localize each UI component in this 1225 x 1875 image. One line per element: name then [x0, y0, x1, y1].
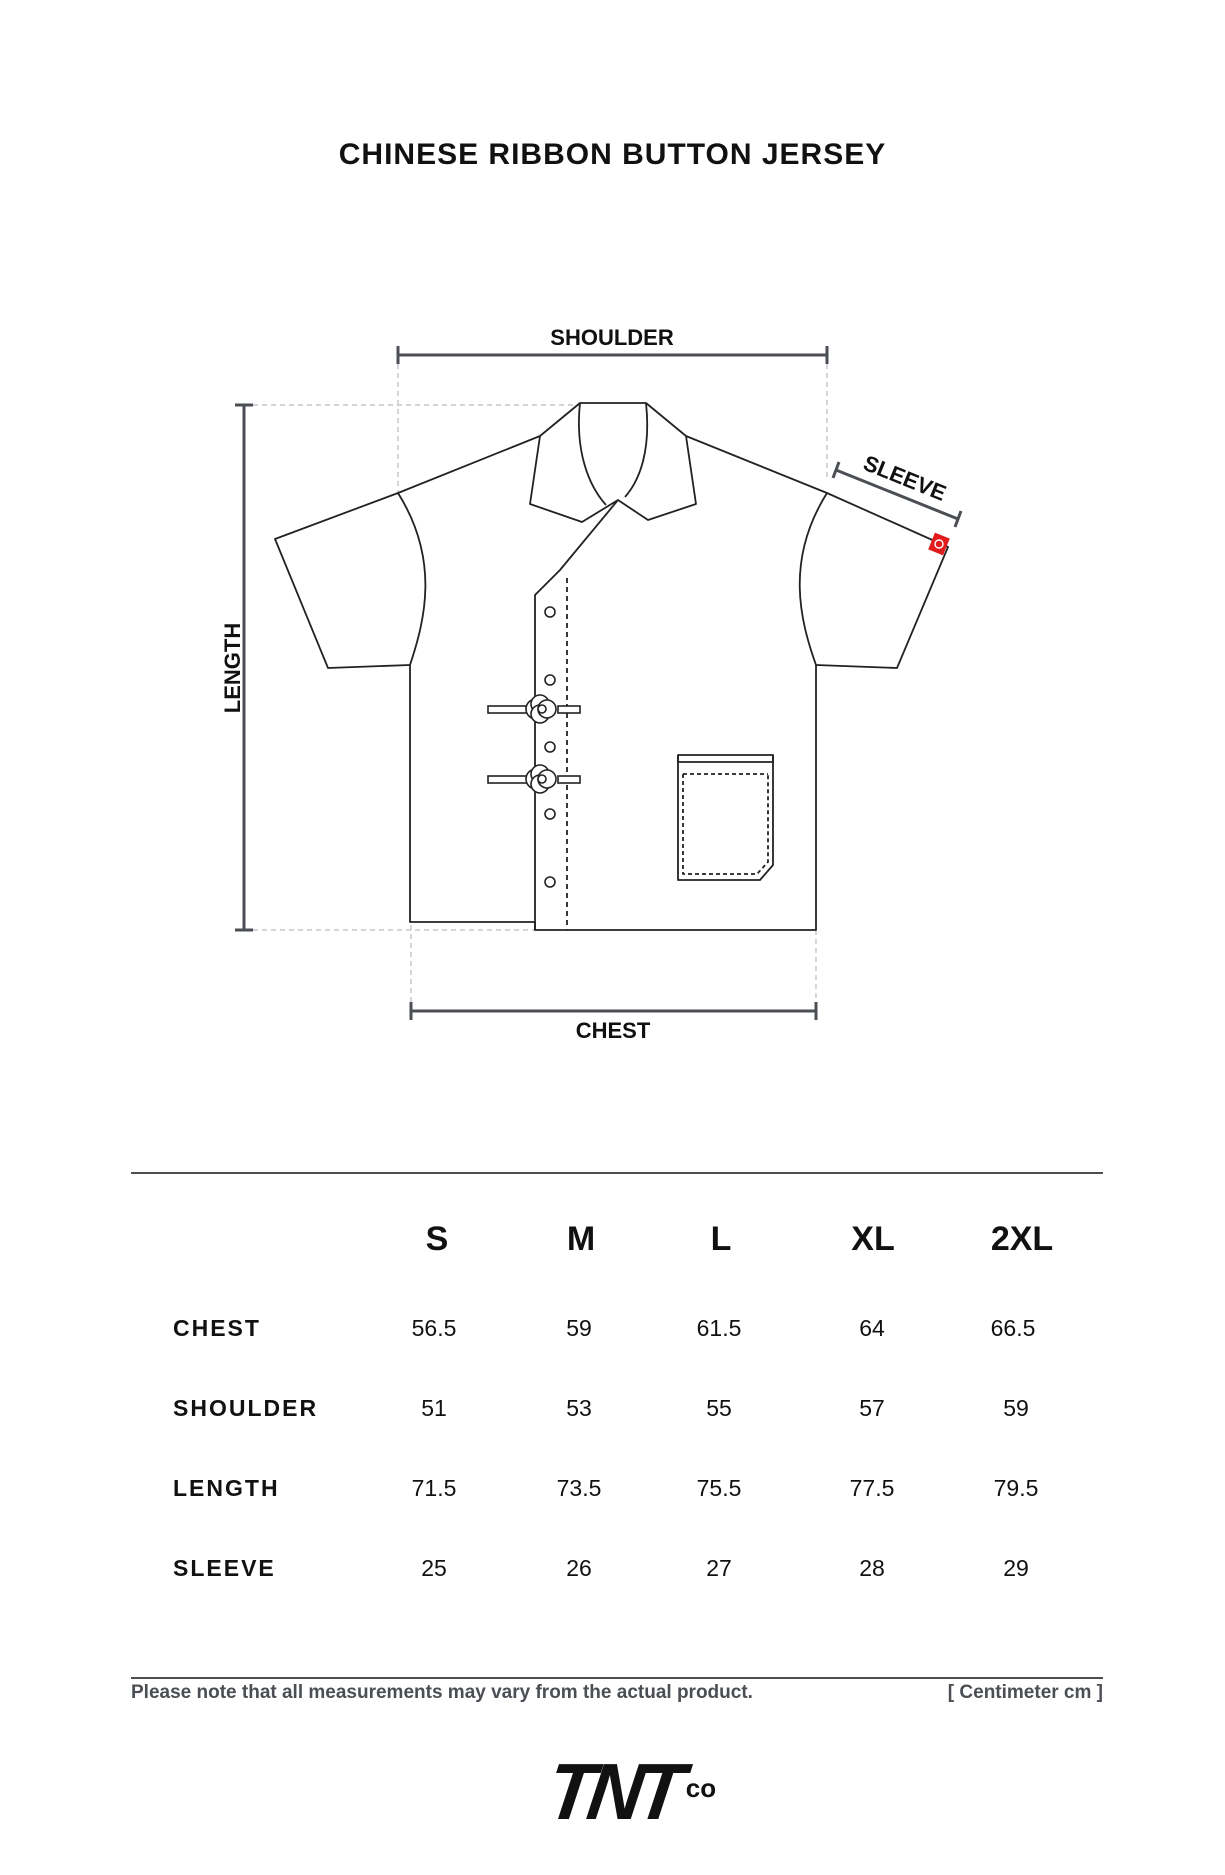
row-label-sleeve: SLEEVE [173, 1555, 276, 1581]
table-cell: 25 [421, 1555, 447, 1581]
size-header-xl: XL [851, 1220, 895, 1258]
logo-main-text: TNT [541, 1747, 685, 1838]
buttons [545, 607, 555, 887]
table-cell: 55 [706, 1395, 732, 1421]
button-3 [545, 742, 555, 752]
row-label-length: LENGTH [173, 1475, 280, 1501]
table-cell: 26 [566, 1555, 592, 1581]
row-label-shoulder: SHOULDER [173, 1395, 319, 1421]
table-cell: 51 [421, 1395, 447, 1421]
dimension-lines [235, 346, 961, 1020]
button-2 [545, 675, 555, 685]
table-cell: 77.5 [849, 1475, 895, 1501]
table-bottom-rule [131, 1677, 1103, 1679]
row-label-chest: CHEST [173, 1315, 261, 1341]
table-cell: 79.5 [993, 1475, 1039, 1501]
table-cell: 57 [859, 1395, 885, 1421]
sleeve-label: SLEEVE [859, 450, 950, 506]
table-cell: 56.5 [411, 1315, 457, 1341]
shoulder-label: SHOULDER [550, 325, 674, 350]
table-cell: 53 [566, 1395, 592, 1421]
table-cell: 59 [1003, 1395, 1029, 1421]
button-1 [545, 607, 555, 617]
table-cell: 27 [706, 1555, 732, 1581]
unit-note: [ Centimeter cm ] [947, 1682, 1103, 1703]
size-header-2xl: 2XL [990, 1220, 1054, 1258]
table-top-rule [131, 1172, 1103, 1174]
table-cell: 28 [859, 1555, 885, 1581]
page-title: CHINESE RIBBON BUTTON JERSEY [338, 138, 887, 171]
size-header-s: S [425, 1220, 449, 1258]
shirt-outline [275, 403, 948, 930]
button-5 [545, 877, 555, 887]
brand-logo [541, 1747, 717, 1838]
table-cell: 66.5 [990, 1315, 1036, 1341]
size-header-m: M [566, 1220, 596, 1258]
table-cell: 61.5 [696, 1315, 742, 1341]
button-4 [545, 809, 555, 819]
length-label: LENGTH [220, 622, 245, 714]
table-cell: 75.5 [696, 1475, 742, 1501]
table-cell: 73.5 [556, 1475, 602, 1501]
logo-sub-text: co [685, 1773, 717, 1803]
table-cell: 64 [859, 1315, 885, 1341]
measurement-disclaimer: Please note that all measurements may vary from the actual product. [131, 1682, 753, 1703]
table-cell: 29 [1003, 1555, 1029, 1581]
chest-label: CHEST [575, 1018, 651, 1043]
size-header-l: L [710, 1220, 732, 1258]
table-cell: 59 [566, 1315, 592, 1341]
table-cell: 71.5 [411, 1475, 457, 1501]
